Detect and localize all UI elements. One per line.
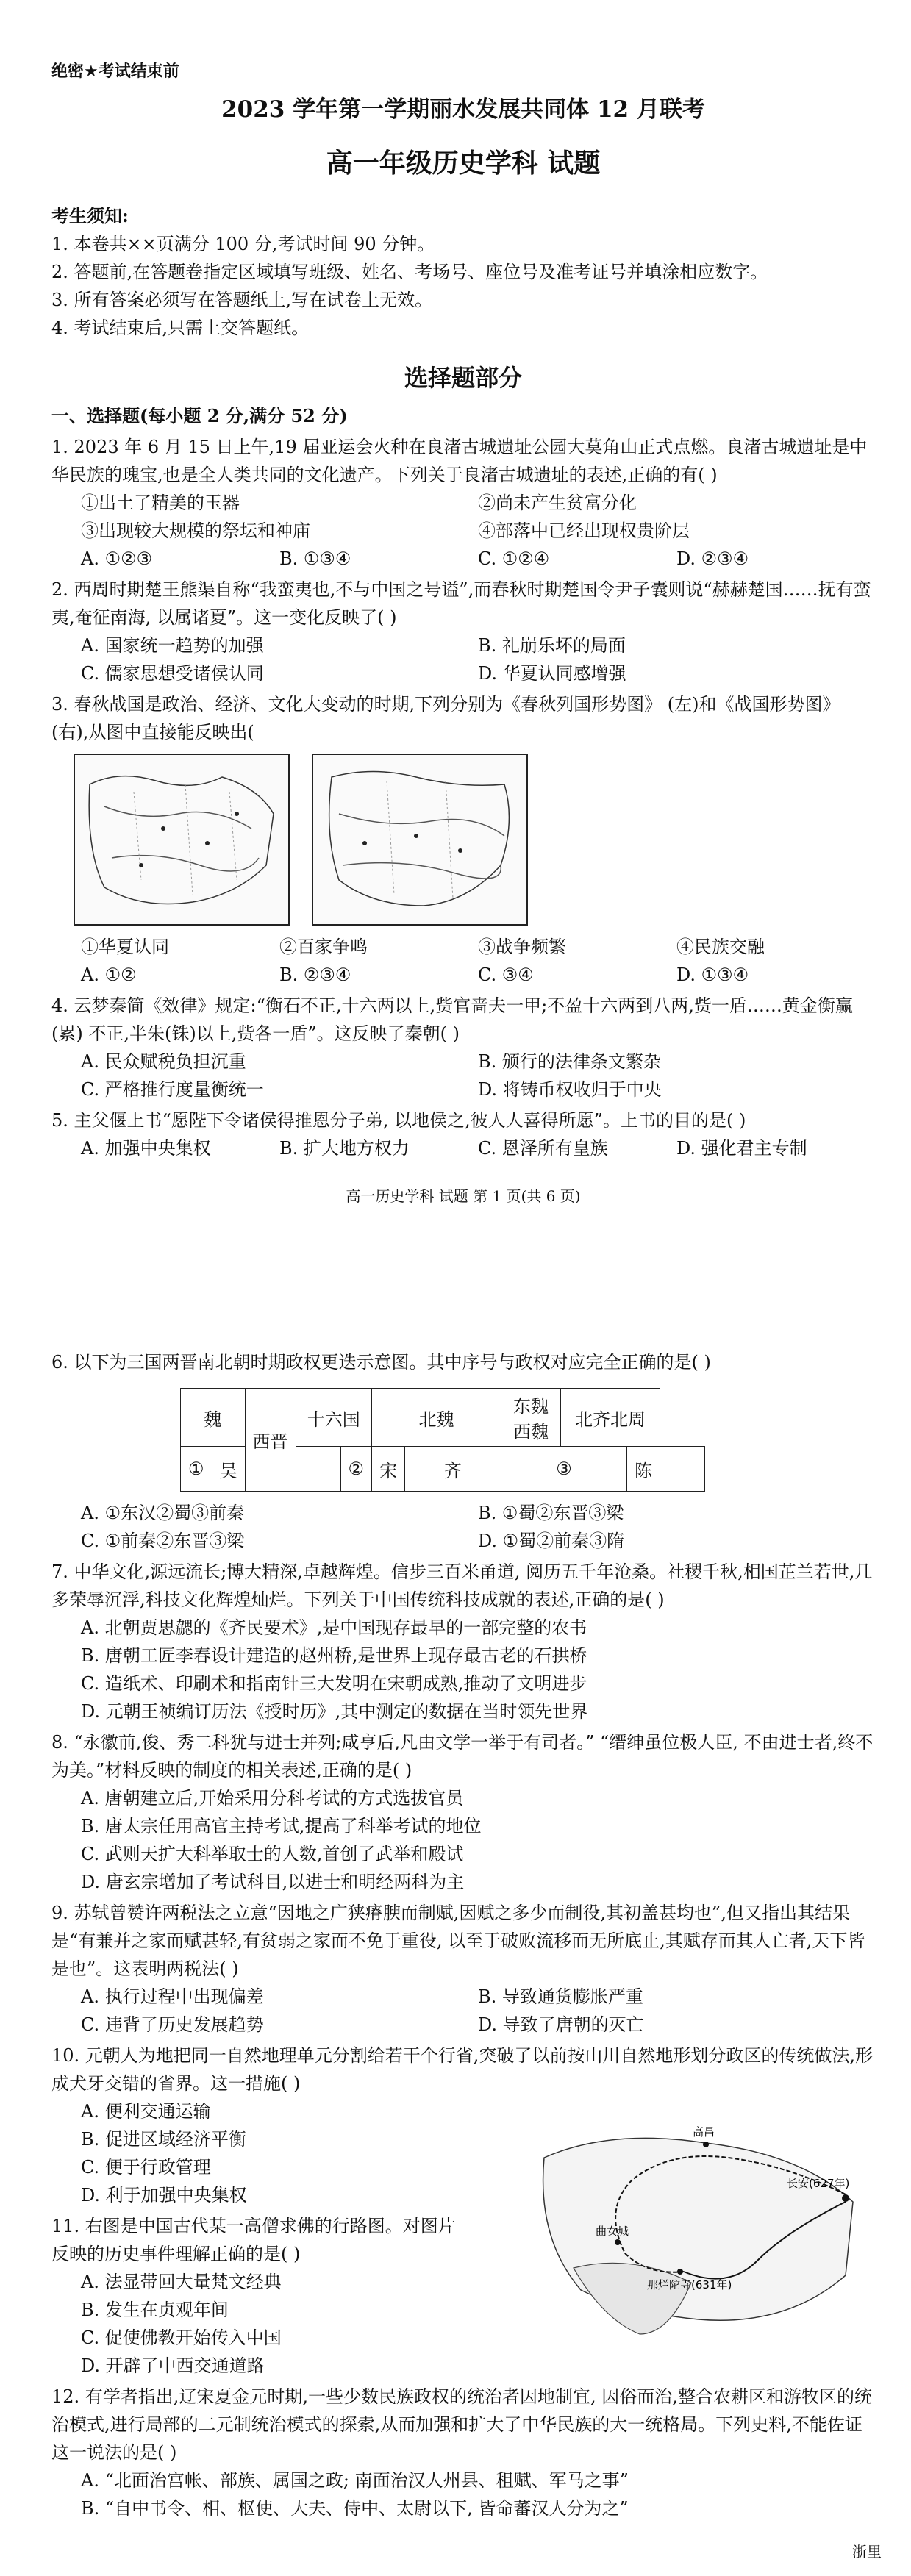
page-footer: 高一历史学科 试题 第 1 页(共 6 页) xyxy=(346,1187,581,1205)
exam-title: 2023 学年第一学期丽水发展共同体 12 月联考 xyxy=(221,96,705,123)
table-cell: 魏 xyxy=(181,1389,246,1447)
option: A. 法显带回大量梵文经典 xyxy=(81,2272,282,2292)
table-cell: 吴 xyxy=(212,1447,245,1492)
notice-heading: 考生须知: xyxy=(51,205,129,226)
question-1 xyxy=(51,433,875,573)
route-map-icon xyxy=(522,2114,875,2341)
option: B. 颁行的法律条文繁杂 xyxy=(478,1051,661,1072)
option: C. 武则天扩大科举取士的人数,首创了武举和殿试 xyxy=(81,1844,464,1864)
question-4 xyxy=(51,992,875,1103)
table-cell: 宋 xyxy=(372,1447,405,1492)
option: C. 造纸术、印刷术和指南针三大发明在宋朝成熟,推动了文明进步 xyxy=(81,1673,587,1694)
option: C. ③④ xyxy=(478,965,534,985)
option: B. 促进区域经济平衡 xyxy=(81,2129,246,2150)
option: C. ①②④ xyxy=(478,548,550,569)
option: B. 发生在贞观年间 xyxy=(81,2300,229,2320)
option: A. ①②③ xyxy=(81,548,153,569)
question-stem: 1. 2023 年 6 月 15 日上午,19 届亚运会火种在良渚古城遗址公园大莫角山正式点燃。良渚古城遗址是中华民族的瑰宝,也是全人类共同的文化遗产。下列关于良渚古城遗址的表述,正确的有( ) xyxy=(51,437,868,485)
question-2 xyxy=(51,576,875,687)
map-pair xyxy=(74,754,875,926)
option: B. ①③④ xyxy=(279,548,351,569)
option: D. 利于加强中央集权 xyxy=(81,2185,247,2205)
table-cell: 十六国 xyxy=(296,1389,372,1447)
option: B. 唐太宗任用高官主持考试,提高了科举考试的地位 xyxy=(81,1816,482,1836)
option: C. ①前秦②东晋③梁 xyxy=(81,1531,245,1551)
question-3 xyxy=(51,690,875,989)
option: A. ①② xyxy=(81,965,137,985)
secret-label: 绝密★考试结束前 xyxy=(51,62,179,81)
sub-item: ②尚未产生贫富分化 xyxy=(478,493,637,513)
notice-item: 3. 所有答案必须写在答题纸上,写在试卷上无效。 xyxy=(51,290,433,310)
table-cell: ① xyxy=(181,1447,212,1492)
option: D. ①③④ xyxy=(676,965,749,985)
map-label: 曲女城 xyxy=(596,2225,629,2238)
option: D. 强化君主专制 xyxy=(676,1138,807,1159)
question-stem: 4. 云梦秦简《效律》规定:“衡石不正,十六两以上,赀官啬夫一甲;不盈十六两到八两,赀一盾……黄金衡赢(累) 不正,半朱(铢)以上,赀各一盾”。这反映了秦朝( ) xyxy=(51,995,853,1044)
map-label: 长安(627年) xyxy=(787,2177,850,2190)
question-stem: 10. 元朝人为地把同一自然地理单元分割给若干个行省,突破了以前按山川自然地形划分政区的传统做法,形成犬牙交错的省界。这一措施( ) xyxy=(51,2045,874,2094)
table-cell: 东魏 西魏 xyxy=(501,1389,561,1447)
option: B. 礼崩乐坏的局面 xyxy=(478,635,626,656)
option: B. “自中书令、相、枢使、大夫、侍中、太尉以下, 皆命蕃汉人分为之” xyxy=(81,2498,629,2519)
regime-table xyxy=(180,1388,705,1492)
spring-autumn-map xyxy=(74,754,290,926)
option: B. ②③④ xyxy=(279,965,351,985)
monk-route-map xyxy=(522,2114,875,2341)
option: C. 违背了历史发展趋势 xyxy=(81,2014,264,2035)
option: B. 扩大地方权力 xyxy=(279,1138,410,1159)
option: D. 元朝王祯编订历法《授时历》,其中测定的数据在当时领先世界 xyxy=(81,1701,588,1722)
option: A. “北面治宫帐、部族、属国之政; 南面治汉人州县、租赋、军马之事” xyxy=(81,2470,629,2491)
question-stem: 3. 春秋战国是政治、经济、文化大变动的时期,下列分别为《春秋列国形势图》 (左)和《战国形势图》(右),从图中直接能反映出( xyxy=(51,694,840,743)
option: D. 将铸币权收归于中央 xyxy=(478,1079,662,1100)
question-stem: 7. 中华文化,源远流长;博大精深,卓越辉煌。信步三百米甬道, 阅历五千年沧桑。社稷千秋,相国芷兰若世,几多荣辱沉浮,科技文化辉煌灿烂。下列关于中国传统科技成就的表述,正确的是( ) xyxy=(51,1561,873,1610)
option: A. 便利交通运输 xyxy=(81,2101,211,2122)
section-title: 选择题部分 xyxy=(404,364,522,392)
sub-item: ②百家争鸣 xyxy=(279,937,368,957)
question-6 xyxy=(51,1348,875,1555)
option: C. 便于行政管理 xyxy=(81,2157,211,2178)
sub-item: ③战争频繁 xyxy=(478,937,566,957)
corner-mark: 浙里 xyxy=(852,2543,882,2561)
table-cell: 陈 xyxy=(627,1447,660,1492)
option: D. ②③④ xyxy=(676,548,749,569)
question-stem: 12. 有学者指出,辽宋夏金元时期,一些少数民族政权的统治者因地制宜, 因俗而治,整合农耕区和游牧区的统治模式,进行局部的二元制统治模式的探索,从而加强和扩大了中华民族的大一统格局。下列史料,不能佐证这一说法的是( ) xyxy=(51,2386,872,2463)
option: A. 加强中央集权 xyxy=(81,1138,211,1159)
section-subtitle: 一、选择题(每小题 2 分,满分 52 分) xyxy=(51,405,348,426)
option: C. 恩泽所有皇族 xyxy=(478,1138,608,1159)
sub-item: ③出现较大规模的祭坛和神庙 xyxy=(81,520,310,541)
option: A. ①东汉②蜀③前秦 xyxy=(81,1503,245,1523)
map-drawing-icon xyxy=(75,755,288,924)
warring-states-map xyxy=(312,754,528,926)
option: D. ①蜀②前秦③隋 xyxy=(478,1531,625,1551)
option: D. 开辟了中西交通道路 xyxy=(81,2355,265,2376)
question-stem: 5. 主父偃上书“愿陛下令诸侯得推恩分子弟, 以地侯之,彼人人喜得所愿”。上书的目的是( ) xyxy=(51,1110,746,1131)
option: C. 儒家思想受诸侯认同 xyxy=(81,663,264,684)
question-stem: 6. 以下为三国两晋南北朝时期政权更迭示意图。其中序号与政权对应完全正确的是( ) xyxy=(51,1352,711,1373)
option: D. 华夏认同感增强 xyxy=(478,663,626,684)
sub-item: ①华夏认同 xyxy=(81,937,169,957)
table-cell: ② xyxy=(340,1447,372,1492)
table-cell xyxy=(296,1447,340,1492)
option: A. 执行过程中出现偏差 xyxy=(81,1986,264,2007)
option: C. 促使佛教开始传入中国 xyxy=(81,2328,282,2348)
option: C. 严格推行度量衡统一 xyxy=(81,1079,264,1100)
question-12 xyxy=(51,2383,875,2522)
question-stem: 2. 西周时期楚王熊渠自称“我蛮夷也,不与中国之号谥”,而春秋时期楚国令尹子囊则说“赫赫楚国……抚有蛮夷,奄征南海, 以属诸夏”。这一变化反映了( ) xyxy=(51,579,871,628)
option: A. 北朝贾思勰的《齐民要术》,是中国现存最早的一部完整的农书 xyxy=(81,1617,587,1638)
table-cell xyxy=(660,1447,705,1492)
table-cell: ③ xyxy=(501,1447,627,1492)
exam-subtitle: 高一年级历史学科 试题 xyxy=(326,148,601,179)
sub-item: ①出土了精美的玉器 xyxy=(81,493,240,513)
map-label: 那烂陀寺(631年) xyxy=(647,2278,732,2291)
sub-item: ④民族交融 xyxy=(676,937,765,957)
table-cell: 北魏 xyxy=(372,1389,501,1447)
question-stem: 8. “永徽前,俊、秀二科犹与进士并列;咸亨后,凡由文学一举于有司者。” “缙绅虽位极人臣, 不由进士者,终不为美。”材料反映的制度的相关表述,正确的是( ) xyxy=(51,1732,874,1781)
option: B. ①蜀②东晋③梁 xyxy=(478,1503,624,1523)
option: B. 唐朝工匠李春设计建造的赵州桥,是世界上现存最古老的石拱桥 xyxy=(81,1645,587,1666)
map-label: 高昌 xyxy=(693,2125,715,2139)
page-1 xyxy=(51,59,875,1220)
sub-item: ④部落中已经出现权贵阶层 xyxy=(478,520,690,541)
notice-item: 2. 答题前,在答题卷指定区域填写班级、姓名、考场号、座位号及准考证号并填涂相应数字。 xyxy=(51,262,768,282)
option: B. 导致通货膨胀严重 xyxy=(478,1986,643,2007)
question-7 xyxy=(51,1558,875,1725)
question-9 xyxy=(51,1899,875,2039)
option: D. 唐玄宗增加了考试科目,以进士和明经两科为主 xyxy=(81,1872,465,1892)
notice-item: 1. 本卷共××页满分 100 分,考试时间 90 分钟。 xyxy=(51,234,435,254)
table-cell: 齐 xyxy=(405,1447,501,1492)
option: A. 国家统一趋势的加强 xyxy=(81,635,264,656)
table-cell: 西晋 xyxy=(245,1389,296,1492)
option: A. 唐朝建立后,开始采用分科考试的方式选拔官员 xyxy=(81,1788,464,1808)
question-stem: 9. 苏轼曾赞许两税法之立意“因地之广狭瘠腴而制赋,因赋之多少而制役,其初盖甚均也”,但又指出其结果是“有兼并之家而赋甚轻,有贫弱之家而不免于重役, 以至于破败流移而无所底止,其赋存而其人亡者,天下皆是也”。这表明两税法( ) xyxy=(51,1903,865,1979)
question-stem: 11. 右图是中国古代某一高僧求佛的行路图。对图片反映的历史事件理解正确的是( ) xyxy=(51,2216,456,2264)
question-8 xyxy=(51,1728,875,1896)
question-5 xyxy=(51,1106,875,1162)
option: A. 民众赋税负担沉重 xyxy=(81,1051,246,1072)
page-2 xyxy=(51,1345,875,2522)
notice-item: 4. 考试结束后,只需上交答题纸。 xyxy=(51,318,310,338)
table-cell: 北齐北周 xyxy=(561,1389,660,1447)
map-drawing-icon xyxy=(313,755,526,924)
option: D. 导致了唐朝的灭亡 xyxy=(478,2014,644,2035)
